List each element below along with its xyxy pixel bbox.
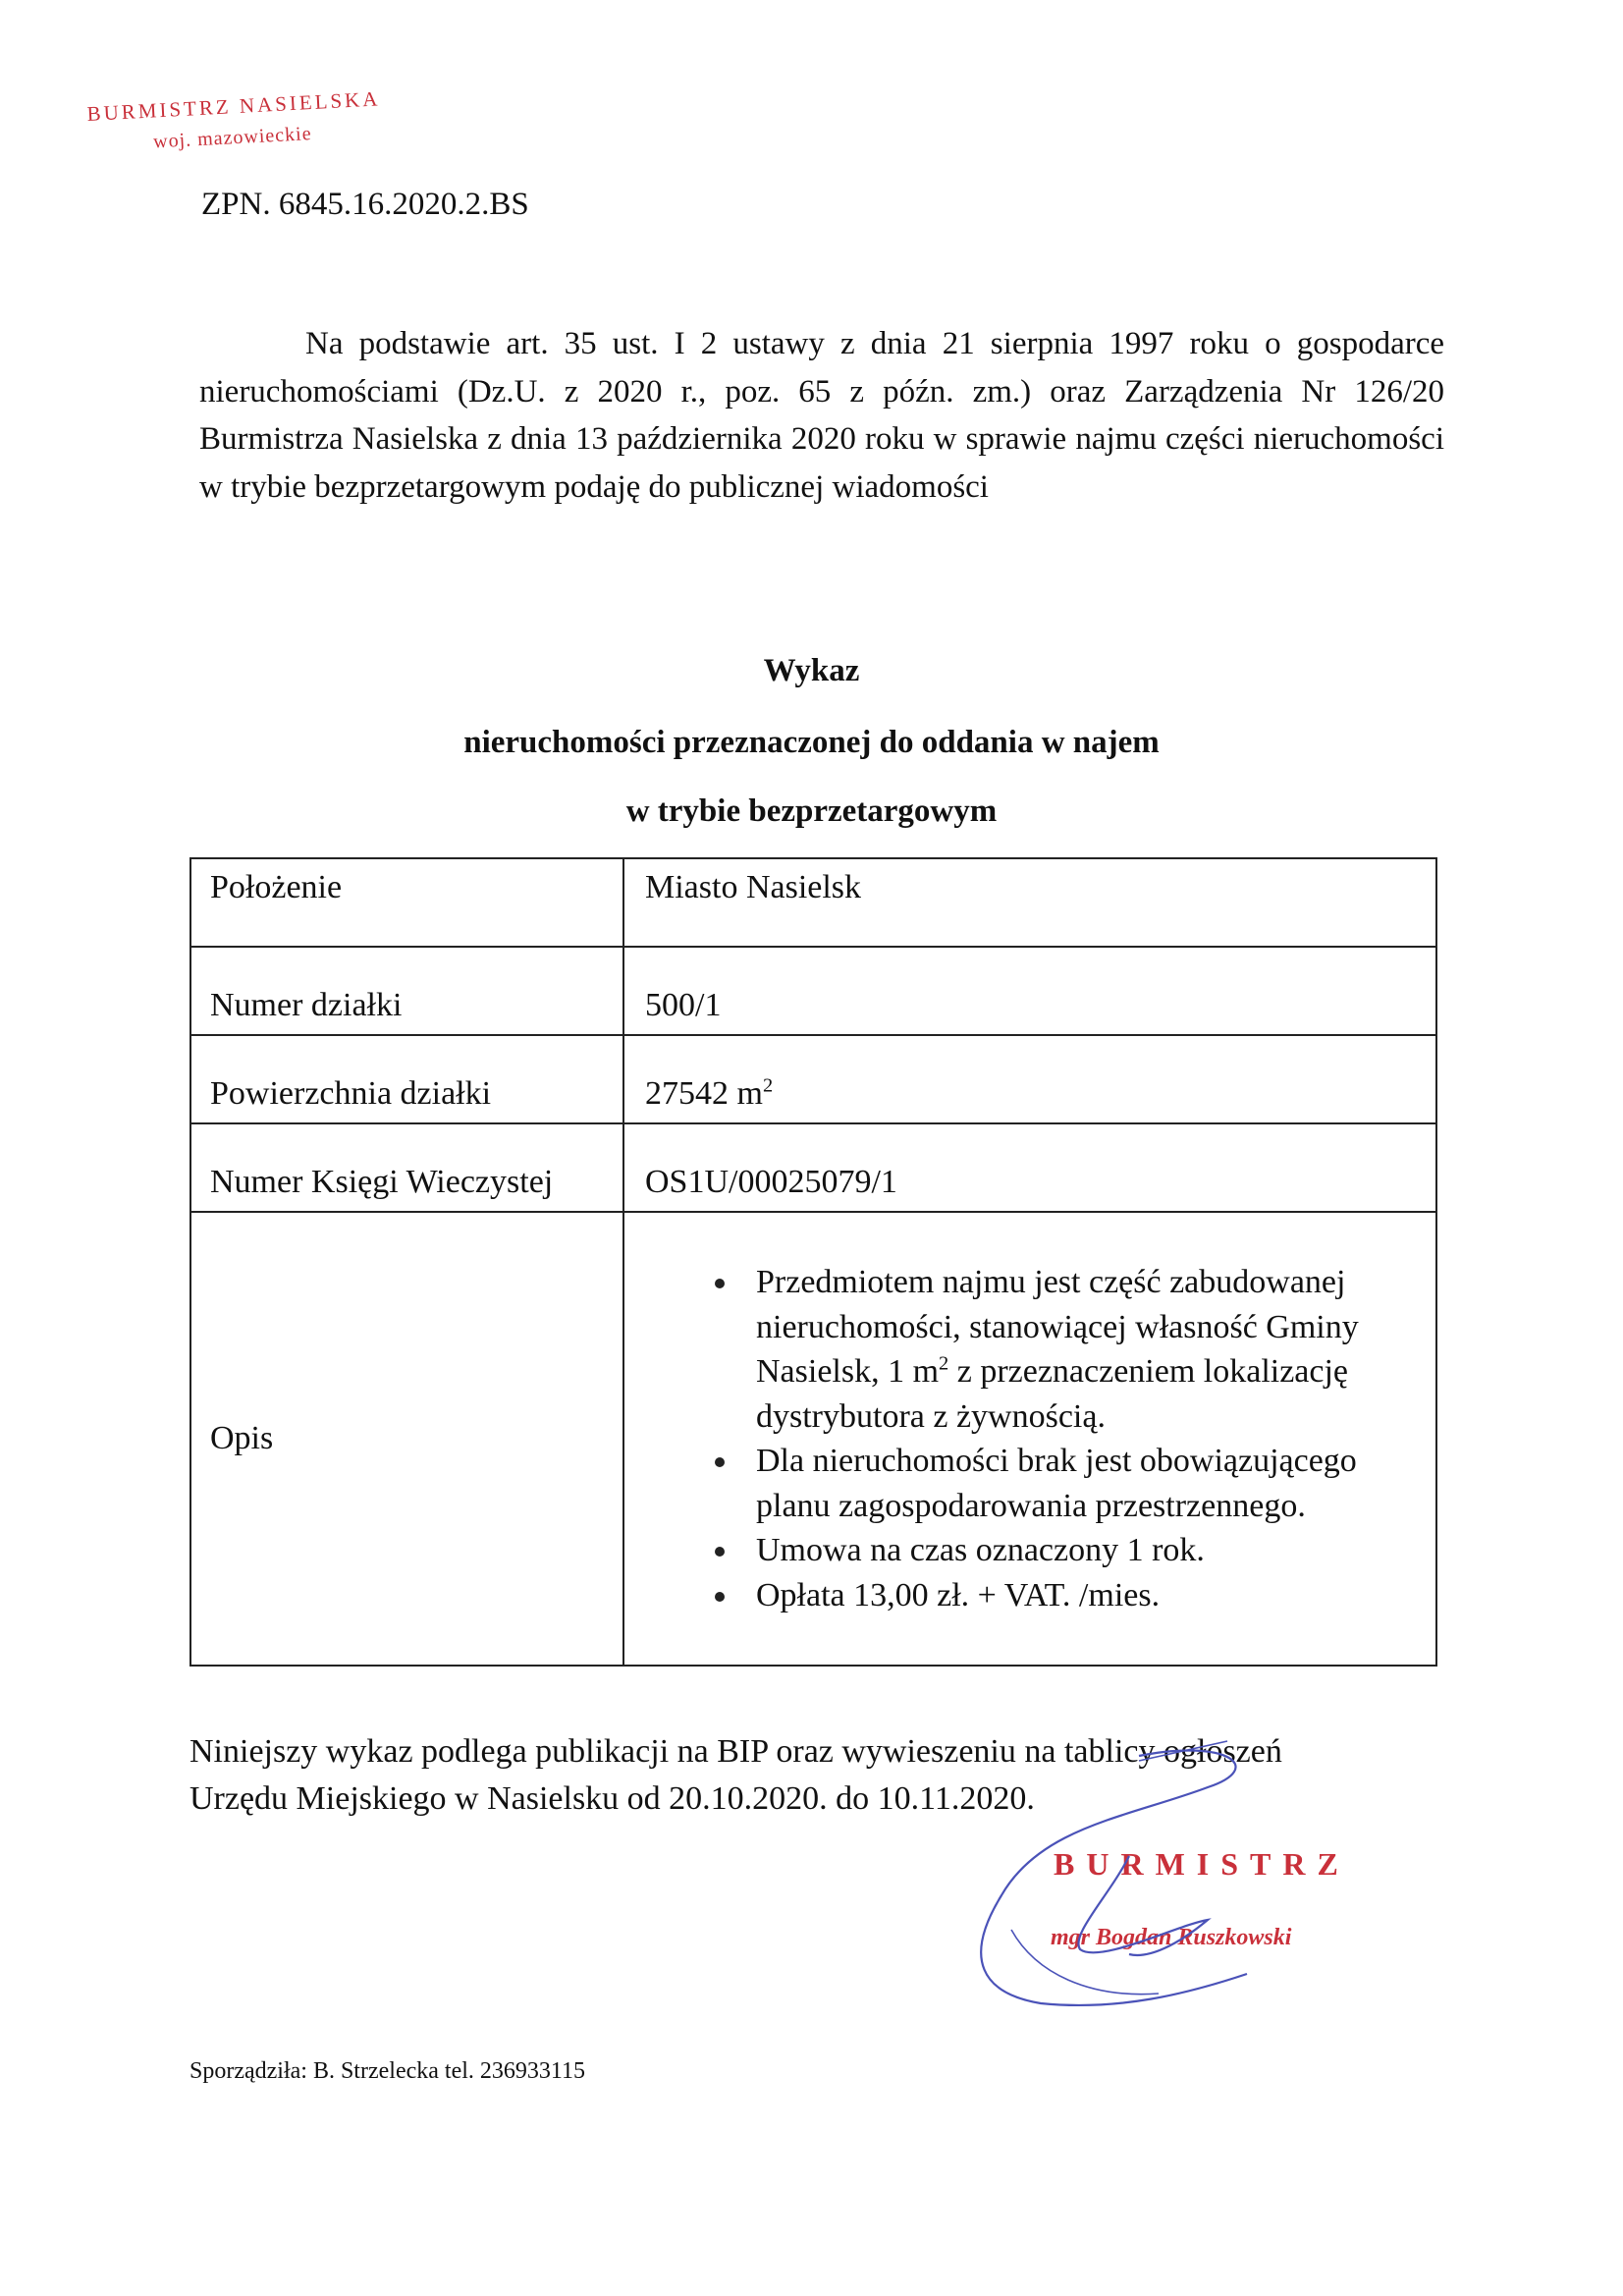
description-label: Opis <box>190 1212 623 1666</box>
location-value: Miasto Nasielsk <box>623 858 1436 947</box>
area-unit-exponent: 2 <box>762 1074 774 1097</box>
bullet-1-text-a: Przedmiotem najmu jest część zabudowanej nieruchomości, stanowiącej własność Gminy Nasielsk, 1 m <box>756 1264 1359 1390</box>
list-item: Opłata 13,00 zł. + VAT. /mies. <box>715 1573 1435 1618</box>
list-item <box>715 1260 1435 1439</box>
closing-paragraph <box>189 1728 1436 1823</box>
mayor-stamp-title: BURMISTRZ <box>1054 1846 1350 1882</box>
register-value: OS1U/00025079/1 <box>623 1123 1436 1212</box>
office-stamp <box>86 86 383 157</box>
mayor-stamp-name: mgr Bogdan Ruszkowski <box>1051 1925 1292 1950</box>
area-value: 27542 m <box>645 1075 763 1112</box>
closing-line-2: Urzędu Miejskiego w Nasielsku od 20.10.2020. do 10.11.2020. <box>189 1780 1035 1817</box>
document-title: Wykaz <box>763 653 860 688</box>
intro-paragraph <box>199 320 1444 511</box>
list-item: Dla nieruchomości brak jest obowiązującego planu zagospodarowania przestrzennego. <box>715 1439 1435 1528</box>
table-row <box>190 1035 1436 1123</box>
table-row <box>190 858 1436 947</box>
office-stamp-region: woj. mazowieckie <box>152 123 313 153</box>
bullet-1-text-b: z przeznaczeniem lokalizację dystrybutora z żywnością. <box>756 1353 1349 1435</box>
table-row <box>190 1212 1436 1666</box>
description-cell <box>623 1212 1436 1666</box>
intro-text: Na podstawie art. 35 ust. I 2 ustawy z dnia 21 sierpnia 1997 roku o gospodarce nieruchomościami (Dz.U. z 2020 r., poz. 65 z późn. zm.) oraz Zarządzenia Nr 126/20 Burmistrza Nasielska z dnia 13 października 2020 roku w sprawie najmu części nieruchomości w trybie bezprzetargowym podaję do publicznej wiadomości <box>199 326 1444 505</box>
list-item: Umowa na czas oznaczony 1 rok. <box>715 1528 1435 1573</box>
prepared-by: Sporządziła: B. Strzelecka tel. 236933115 <box>189 2058 585 2084</box>
closing-line-1: Niniejszy wykaz podlega publikacji na BIP oraz wywieszeniu na tablicy ogłoszeń <box>189 1733 1282 1770</box>
plot-value: 500/1 <box>623 947 1436 1035</box>
plot-label: Numer działki <box>190 947 623 1035</box>
document-subtitle-2: w trybie bezprzetargowym <box>625 793 998 829</box>
property-table <box>189 857 1437 1667</box>
reference-number: ZPN. 6845.16.2020.2.BS <box>201 187 529 222</box>
bullet-1-exponent: 2 <box>939 1352 949 1375</box>
area-label: Powierzchnia działki <box>190 1035 623 1123</box>
document-subtitle-1: nieruchomości przeznaczonej do oddania w najem <box>463 725 1160 760</box>
location-label: Położenie <box>190 858 623 947</box>
office-stamp-title: BURMISTRZ NASIELSKA <box>86 86 381 126</box>
area-value-cell <box>623 1035 1436 1123</box>
table-row <box>190 947 1436 1035</box>
register-label: Numer Księgi Wieczystej <box>190 1123 623 1212</box>
description-list <box>645 1260 1435 1617</box>
table-row <box>190 1123 1436 1212</box>
